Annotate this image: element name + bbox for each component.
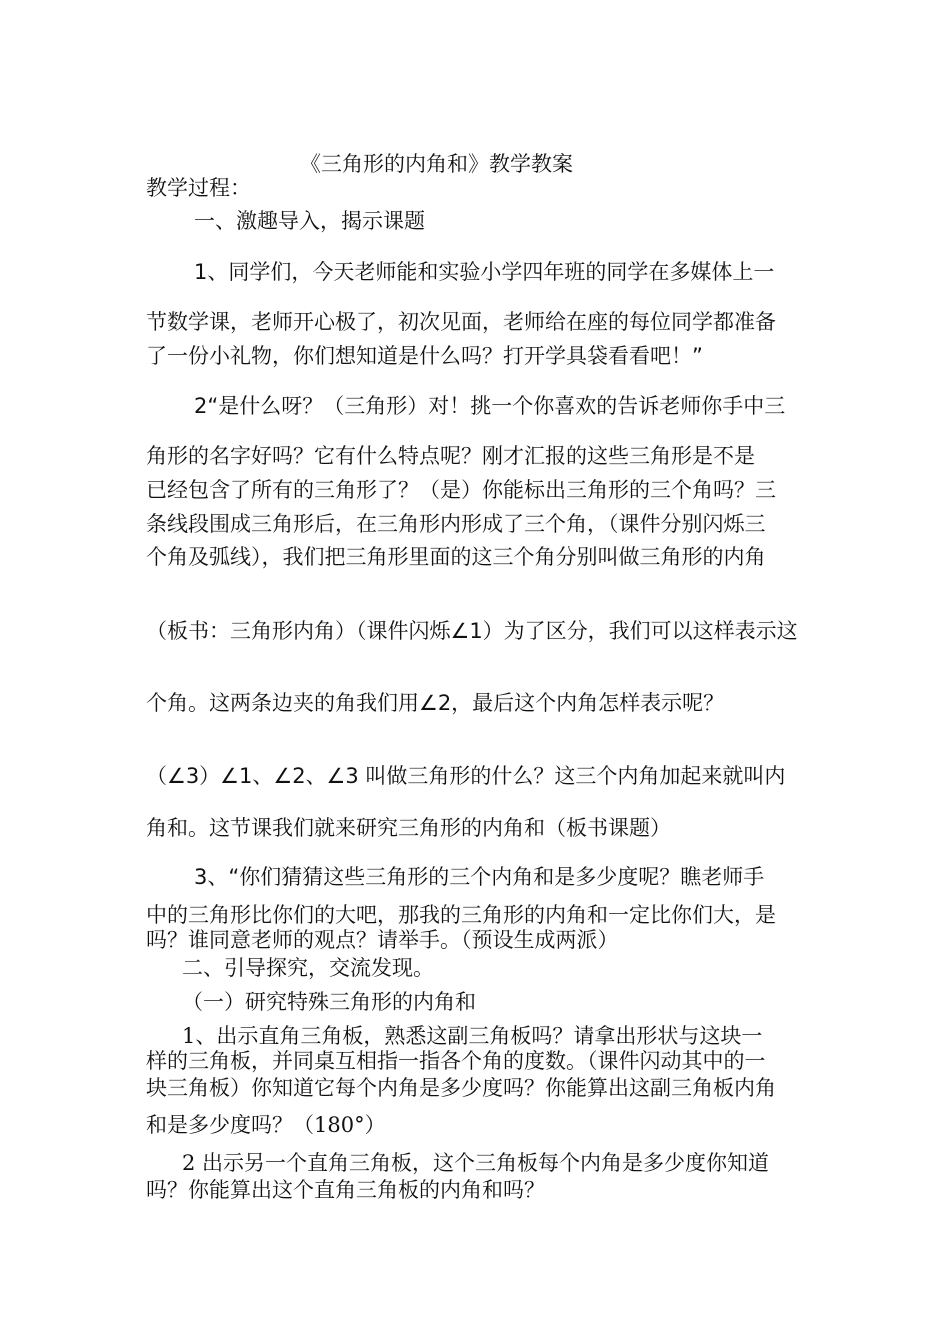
paragraph-line: 2“是什么呀？（三角形）对！挑一个你喜欢的告诉老师你手中三 bbox=[194, 394, 786, 418]
paragraph-line: 角和。这节课我们就来研究三角形的内角和（板书课题） bbox=[146, 816, 671, 840]
paragraph-line: 条线段围成三角形后，在三角形内形成了三个角，（课件分别闪烁三 bbox=[146, 512, 766, 536]
paragraph-line: （板书：三角形内角）（课件闪烁∠1）为了区分，我们可以这样表示这 bbox=[146, 619, 798, 643]
section-heading-2: 二、引导探究，交流发现。 bbox=[182, 956, 434, 980]
paragraph-line: 了一份小礼物，你们想知道是什么吗？打开学具袋看看吧！” bbox=[146, 344, 703, 368]
process-label: 教学过程： bbox=[146, 176, 251, 200]
paragraph-line: 中的三角形比你们的大吧，那我的三角形的内角和一定比你们大，是 bbox=[146, 903, 776, 927]
paragraph-line: 吗？你能算出这个直角三角板的内角和吗？ bbox=[146, 1178, 545, 1202]
paragraph-line: 1、同学们，今天老师能和实验小学四年班的同学在多媒体上一 bbox=[194, 260, 775, 284]
document-title: 《三角形的内角和》教学教案 bbox=[300, 152, 573, 176]
paragraph-line: 个角。这两条边夹的角我们用∠2，最后这个内角怎样表示呢？ bbox=[146, 691, 725, 715]
paragraph-line: 样的三角板，并同桌互相指一指各个角的度数。（课件闪动其中的一 bbox=[146, 1049, 766, 1073]
paragraph-line: 个角及弧线），我们把三角形里面的这三个角分别叫做三角形的内角 bbox=[146, 545, 766, 569]
paragraph-line: （∠3）∠1、∠2、∠3 叫做三角形的什么？这三个内角加起来就叫内 bbox=[146, 764, 786, 788]
subsection-heading: （一）研究特殊三角形的内角和 bbox=[182, 990, 476, 1014]
paragraph-line: 3、“你们猜猜这些三角形的三个内角和是多少度呢？瞧老师手 bbox=[194, 865, 765, 889]
paragraph-line: 块三角板）你知道它每个内角是多少度吗？你能算出这副三角板内角 bbox=[146, 1076, 776, 1100]
paragraph-line: 和是多少度吗？（180°） bbox=[146, 1113, 386, 1137]
paragraph-line: 2 出示另一个直角三角板，这个三角板每个内角是多少度你知道 bbox=[182, 1151, 770, 1175]
paragraph-line: 节数学课，老师开心极了，初次见面，老师给在座的每位同学都准备 bbox=[146, 310, 776, 334]
paragraph-line: 已经包含了所有的三角形了？（是）你能标出三角形的三个角吗？三 bbox=[146, 478, 776, 502]
paragraph-line: 吗？谁同意老师的观点？请举手。（预设生成两派） bbox=[146, 928, 619, 952]
section-heading-1: 一、激趣导入，揭示课题 bbox=[194, 209, 425, 233]
paragraph-line: 1、出示直角三角板，熟悉这副三角板吗？请拿出形状与这块一 bbox=[182, 1024, 763, 1048]
paragraph-line: 角形的名字好吗？它有什么特点呢？刚才汇报的这些三角形是不是 bbox=[146, 444, 755, 468]
